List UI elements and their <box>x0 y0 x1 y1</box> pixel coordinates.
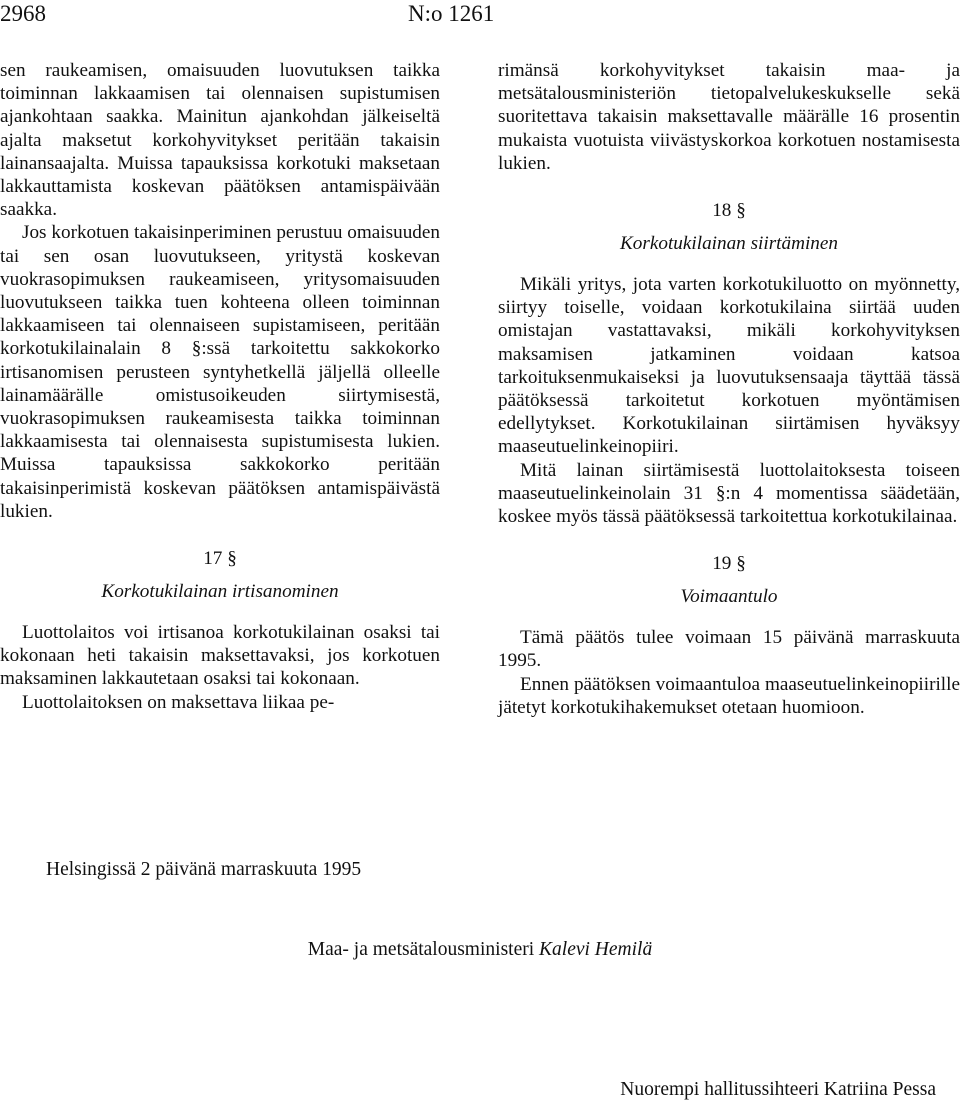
minister-title: Maa- ja metsätalousministeri <box>307 939 535 960</box>
secretary-signature: Nuorempi hallitussihteeri Katriina Pessa <box>620 1079 936 1100</box>
left-column <box>0 59 440 714</box>
paragraph: Luottolaitoksen on maksettava liikaa pe- <box>22 691 335 713</box>
section-title: Korkotukilainan siirtäminen <box>620 233 838 255</box>
continued-paragraph: sen raukeamisen, omaisuuden luovutuksen taikka toiminnan lakkaamisen tai olennaisen supistumisen ajankohtaan saakka. Mainitun ajankohdan jälkeiseltä ajalta maksetut korkohyvitykset peritään takaisin lainansaajalta. Muissa tapauksissa korkotuki maksetaan lakkauttamista koskevan päätöksen antamispäivään saakka. <box>0 60 440 221</box>
section-number: 17 § <box>203 548 237 570</box>
paragraph: Tämä päätös tulee voimaan 15 päivänä marraskuuta 1995. <box>498 627 960 672</box>
document-number: N:o 1261 <box>408 1 495 26</box>
paragraph: Luottolaitos voi irtisanoa korkotukilainan osaksi tai kokonaan heti takaisin maksettavaksi, jos korkotuen maksaminen lakkautetaan osaksi tai kokonaan. <box>0 622 440 690</box>
minister-signature <box>0 938 960 962</box>
page-number: 2968 <box>0 1 46 26</box>
minister-name: Kalevi Hemilä <box>539 939 653 960</box>
section-number: 19 § <box>712 553 746 575</box>
right-column <box>498 59 960 719</box>
paragraph: Mikäli yritys, jota varten korkotukiluotto on myönnetty, siirtyy toiselle, voidaan korkotukilaina siirtää uuden omistajan vastattavaksi, mikäli korkohyvityksen maksamisen jatkaminen voidaan katsoa tarkoituksenmukaiseksi ja luovutuksensaaja täyttää tässä päätöksessä tarkoitetut korkotuen myöntämisen edellytykset. Korkotukilainan siirtämisen hyväksyy maaseutuelinkeinopiiri. <box>498 274 960 458</box>
paragraph: Mitä lainan siirtämisestä luottolaitoksesta toiseen maaseutuelinkeinolain 31 §:n 4 momentissa säädetään, koskee myös tässä päätöksessä tarkoitettua korkotukilainaa. <box>498 459 960 528</box>
place-and-date: Helsingissä 2 päivänä marraskuuta 1995 <box>46 859 362 880</box>
section-number: 18 § <box>712 200 746 222</box>
section-title: Korkotukilainan irtisanominen <box>101 581 339 603</box>
section-title: Voimaantulo <box>680 586 778 608</box>
continued-paragraph: rimänsä korkohyvitykset takaisin maa- ja metsätalousministeriön tietopalvelukeskukselle sekä suoritettava takaisin maksettavalle määrälle 16 prosentin mukaista vuotuista viivästyskorkoa korkotuen nostamisesta lukien. <box>498 60 960 174</box>
paragraph: Ennen päätöksen voimaantuloa maaseutuelinkeinopiirille jätetyt korkotukihakemukset otetaan huomioon. <box>498 673 960 718</box>
paragraph: Jos korkotuen takaisinperiminen perustuu omaisuuden tai sen osan luovutukseen, yritystä koskevan vuokrasopimuksen raukeamiseen, yritysomaisuuden luovutukseen taikka tuen kohteena olleen toiminnan lakkaamiseen tai olennaiseen supistamiseen, peritään korkotukilainalain 8 §:ssä tarkoitettu sakkokorko irtisanomisen perusteen syntyhetkellä jäljellä olleelle lainamäärälle omistusoikeuden siirtymisestä, vuokrasopimuksen raukeamisesta taikka toiminnan lakkaamisesta tai olennaisesta supistumisesta lukien. Muissa tapauksissa sakkokorko peritään takaisinperimistä koskevan päätöksen antamispäivästä lukien. <box>0 222 440 522</box>
page-header <box>0 0 960 30</box>
